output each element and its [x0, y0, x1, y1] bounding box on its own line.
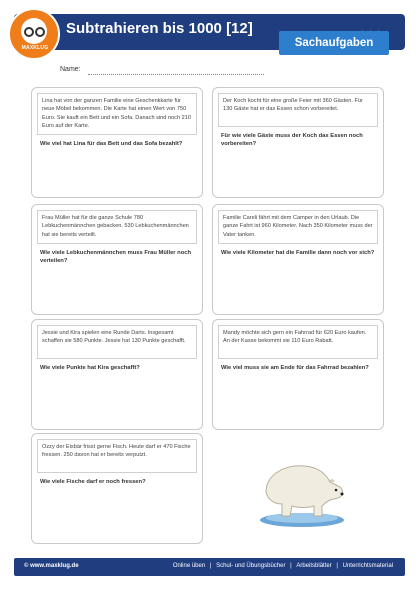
name-label: Name: — [60, 66, 81, 73]
task-card-3 — [31, 204, 203, 315]
task-question: Wie viel muss sie am Ende für das Fahrrad bezahlen? — [221, 365, 369, 371]
footer-brand: © www.maxklug.de — [24, 563, 79, 569]
task-card-2 — [212, 87, 384, 198]
footer-separator: | — [209, 563, 212, 569]
task-card-5 — [31, 319, 203, 430]
task-text: Mandy möchte sich gern ein Fahrrad für 620 Euro kaufen. An der Kasse bekommt sie 110 Euro Rabatt. — [218, 325, 378, 359]
footer-link-material[interactable]: Unterrichtsmaterial — [342, 563, 393, 569]
page-title: Subtrahieren bis 1000 [12] — [66, 20, 253, 37]
category-badge: Sachaufgaben — [279, 31, 389, 55]
polar-bear-icon — [252, 452, 352, 530]
task-text: Ozzy der Eisbär frisst gerne Fisch. Heute darf er 470 Fische fressen. 250 davon hat er bereits verputzt. — [37, 439, 197, 473]
footer-link-online[interactable]: Online üben — [172, 563, 206, 569]
logo-text: MAXKLUG — [21, 45, 49, 51]
task-card-1 — [31, 87, 203, 198]
task-question: Wie viele Lebkuchenmännchen muss Frau Müller noch verteilen? — [40, 250, 192, 265]
footer-link-books[interactable]: Schul- und Übungsbücher — [216, 563, 286, 569]
glasses-left-icon — [24, 27, 34, 37]
name-line — [88, 74, 264, 75]
footer-bar — [14, 558, 405, 576]
task-text: Frau Müller hat für die ganze Schule 780 Lebkuchenmännchen gebacken. 530 Lebkuchenmännchen hat sie bereits verteilt. — [37, 210, 197, 244]
task-question: Wie viele Fische darf er noch fressen? — [40, 479, 146, 485]
task-card-7 — [31, 433, 203, 544]
task-text: Lina hat von der ganzen Familie eine Geschenkkarte für neue Möbel bekommen. Die Karte hat einen Wert von 750 Euro. Sie kauft ein Bett und ein Sofa. Danach sind noch 210 Euro auf der Karte. — [37, 93, 197, 135]
task-question: Für wie viele Gäste muss der Koch das Essen noch vorbereiten? — [221, 133, 363, 148]
footer-separator: | — [290, 563, 292, 569]
footer-link-worksheets[interactable]: Arbeitsblätter — [296, 563, 332, 569]
task-text: Der Koch kocht für eine große Feier mit 360 Gästen. Für 130 Gäste hat er das Essen schon vorbereitet. — [218, 93, 378, 127]
task-card-4 — [212, 204, 384, 315]
task-question: Wie viele Kilometer hat die Familie dann noch vor sich? — [221, 250, 375, 256]
footer-separator: | — [336, 563, 338, 569]
footer-links — [170, 563, 393, 569]
task-card-6 — [212, 319, 384, 430]
maxklug-logo — [8, 8, 60, 60]
glasses-right-icon — [35, 27, 45, 37]
task-question: Wie viele Punkte hat Kira geschafft? — [40, 365, 140, 371]
task-question: Wie viel hat Lina für das Bett und das Sofa bezahlt? — [40, 140, 183, 147]
task-text: Familie Careli fährt mit dem Camper in den Urlaub. Die ganze Fahrt ist 960 Kilometer. Nach 350 Kilometer muss der Vater tanken. — [218, 210, 378, 244]
task-text: Jessie und Kira spielen eine Runde Darts. Insgesamt schaffen sie 580 Punkte. Jessie hat 130 Punkte geschafft. — [37, 325, 197, 359]
